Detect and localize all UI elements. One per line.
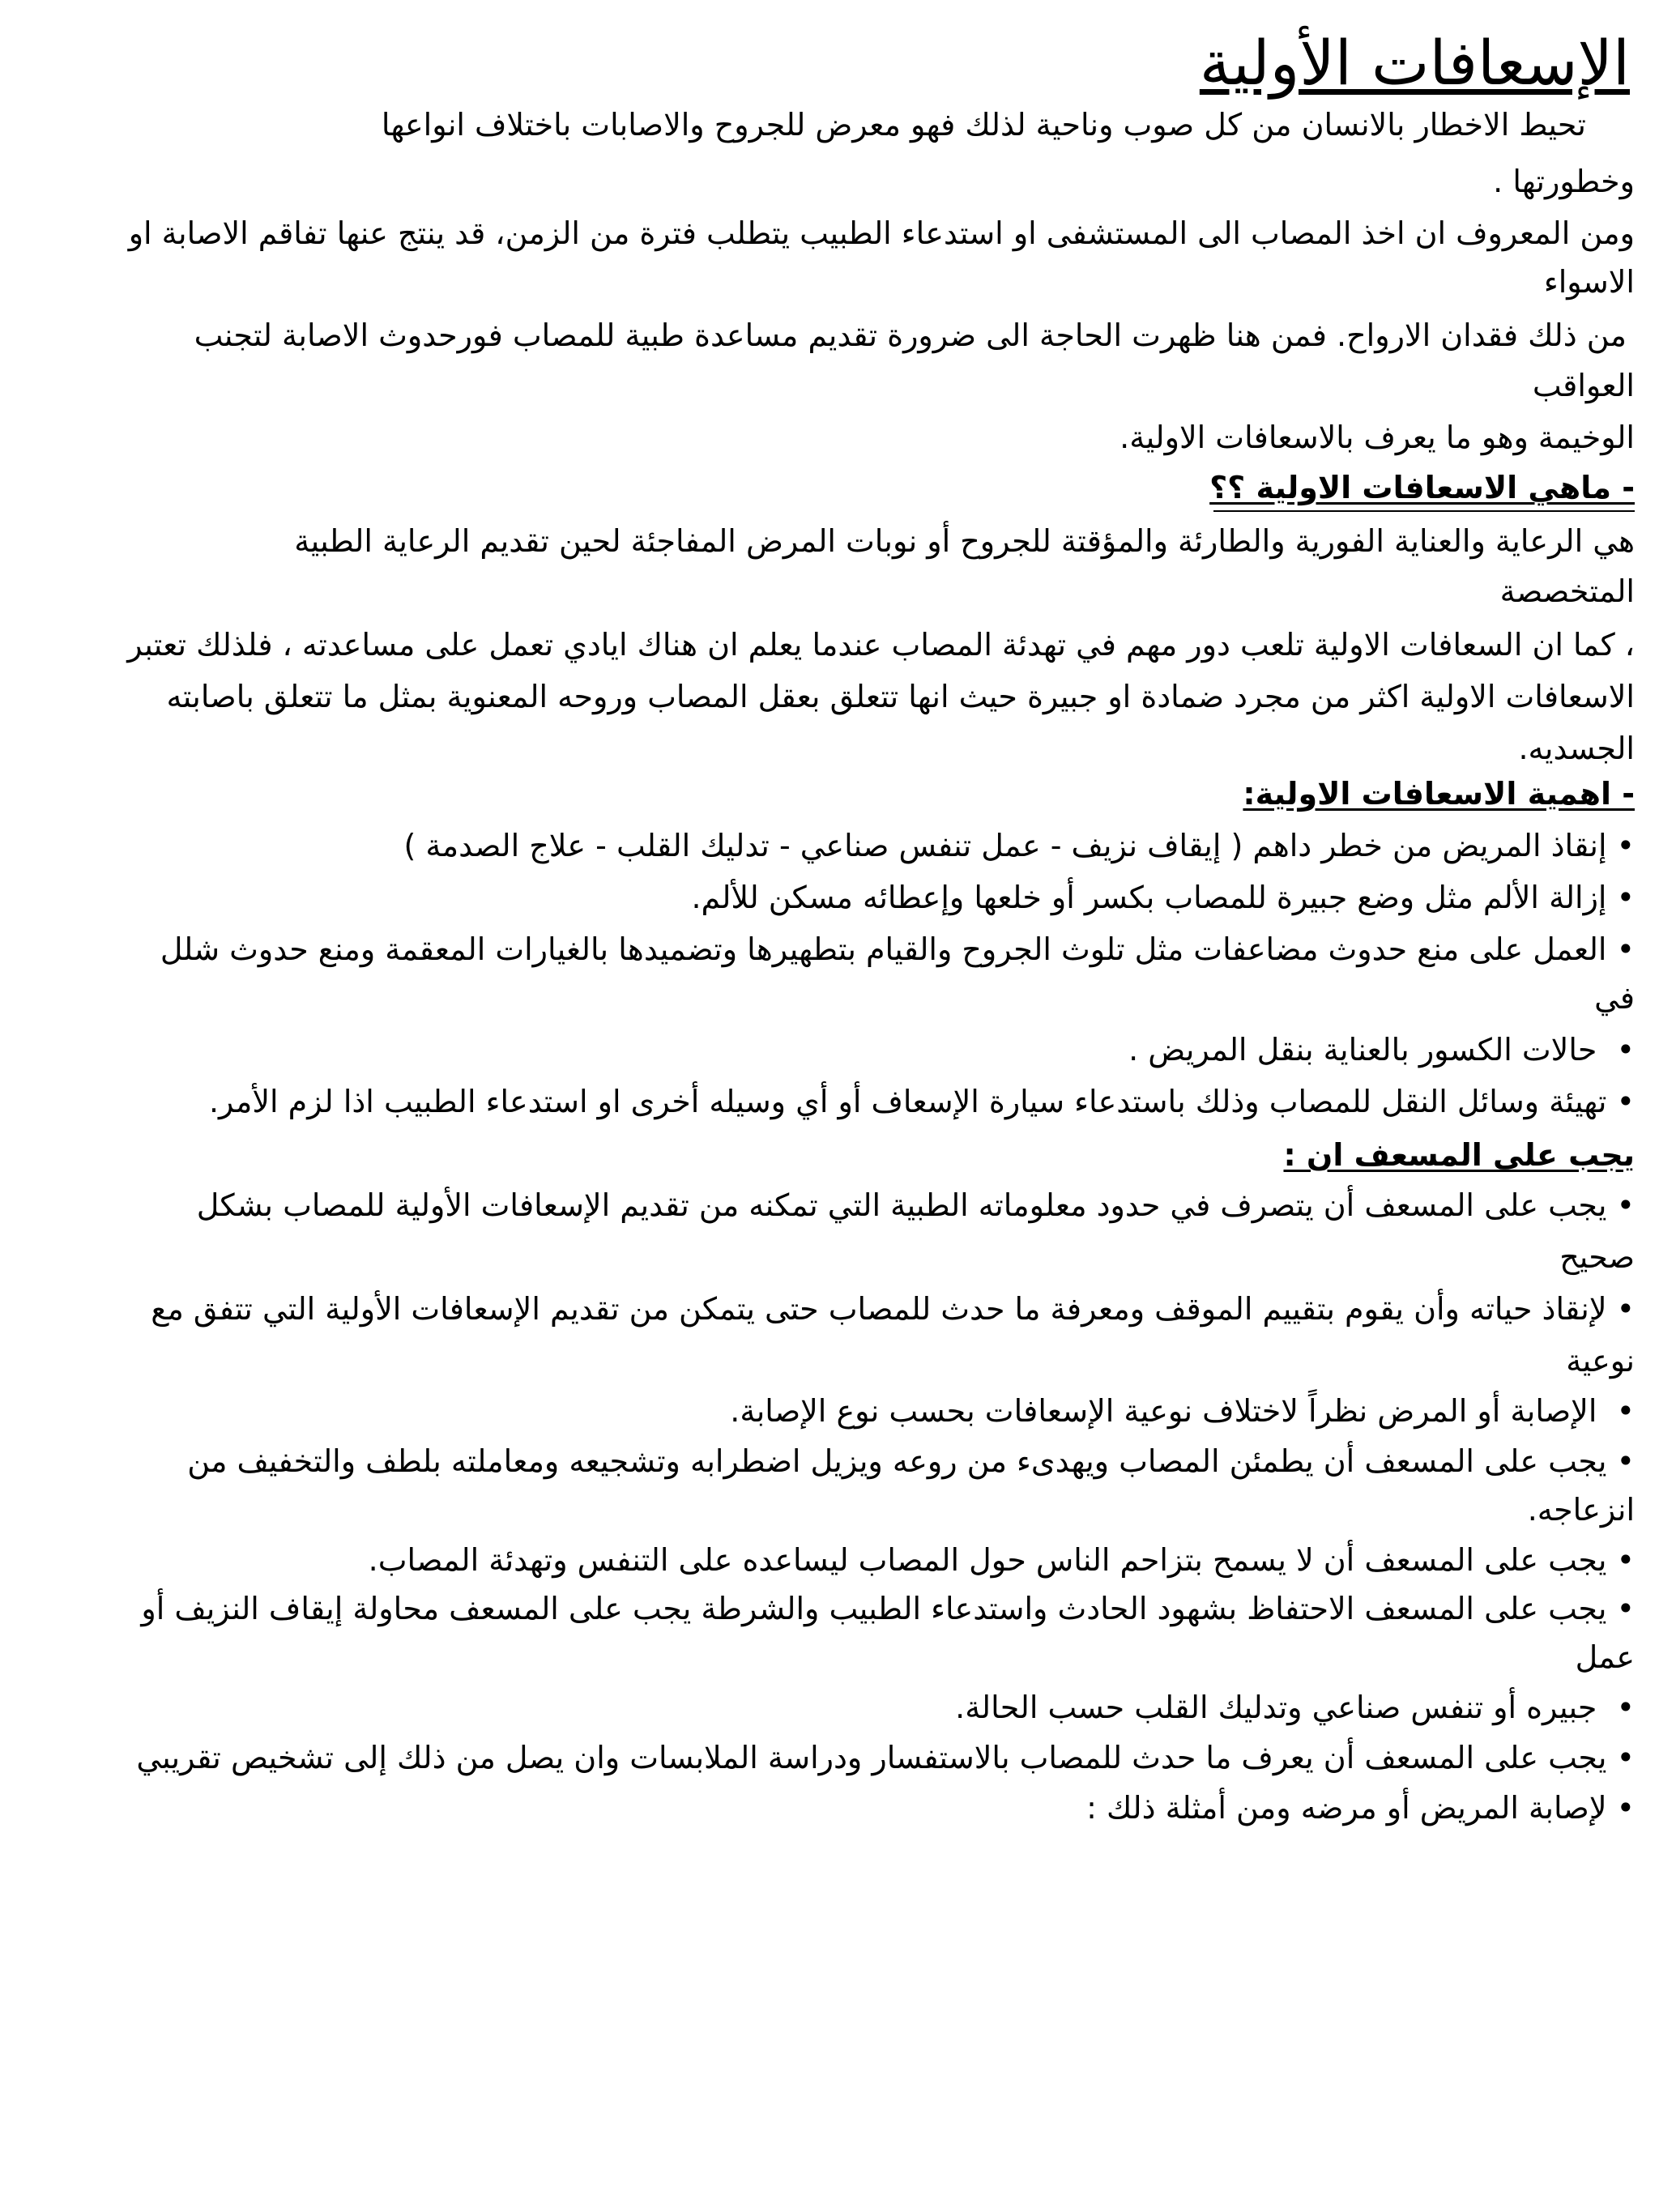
intro-line: الاسواء <box>1543 264 1635 300</box>
definition-line: الاسعافات الاولية اكثر من مجرد ضمادة او جبيرة حيث انها تتعلق بعقل المصاب وروحه المعنوية بمثل ما تتعلق باصابته <box>166 679 1635 714</box>
section-heading-first-aider-must: يجب على المسعف ان : <box>1283 1137 1635 1173</box>
importance-bullet: • حالات الكسور بالعناية بنقل المريض . <box>1128 1029 1635 1071</box>
importance-bullet: • العمل على منع حدوث مضاعفات مثل تلوث الجروح والقيام بتطهيرها وتضميدها بالغيارات المعقمة ومنع حدوث شلل <box>160 928 1635 970</box>
definition-line: الجسديه. <box>1518 731 1635 766</box>
first-aider-continuation: نوعية <box>1566 1343 1635 1379</box>
intro-line: ومن المعروف ان اخذ المصاب الى المستشفى او استدعاء الطبيب يتطلب فترة من الزمن، قد ينتج عنها تفاقم الاصابة او <box>128 215 1635 251</box>
intro-line: من ذلك فقدان الارواح. فمن هنا ظهرت الحاجة الى ضرورة تقديم مساعدة طبية للمصاب فورحدوث الاصابة لتجنب <box>194 318 1627 353</box>
first-aider-bullet: • جبيره أو تنفس صناعي وتدليك القلب حسب الحالة. <box>955 1686 1635 1728</box>
first-aider-bullet: • يجب على المسعف أن لا يسمح بتزاحم الناس حول المصاب ليساعده على التنفس وتهدئة المصاب. <box>369 1539 1635 1581</box>
intro-line: العواقب <box>1532 368 1635 403</box>
importance-continuation: في <box>1594 980 1635 1016</box>
first-aider-bullet: • يجب على المسعف الاحتفاظ بشهود الحادث واستدعاء الطبيب والشرطة يجب على المسعف محاولة إيقاف النزيف أو <box>141 1588 1635 1630</box>
section-heading-importance: - اهمية الاسعافات الاولية: <box>1243 776 1635 812</box>
importance-bullet: • إزالة الألم مثل وضع جبيرة للمصاب بكسر أو خلعها وإعطائه مسكن للألم. <box>691 876 1635 918</box>
section-heading-what-is: - ماهي الاسعافات الاولية ؟؟ <box>1209 470 1635 505</box>
page-title: الإسعافات الأولية <box>1199 27 1630 99</box>
first-aider-bullet: • يجب على المسعف أن يتصرف في حدود معلوماته الطبية التي تمكنه من تقديم الإسعافات الأولية للمصاب بشكل <box>197 1184 1635 1226</box>
heading-rule <box>1213 510 1635 512</box>
first-aider-bullet: • الإصابة أو المرض نظراً لاختلاف نوعية الإسعافات بحسب نوع الإصابة. <box>730 1390 1635 1432</box>
first-aider-continuation: انزعاجه. <box>1527 1492 1635 1528</box>
first-aider-bullet: • يجب على المسعف أن يعرف ما حدث للمصاب بالاستفسار ودراسة الملابسات وان يصل من ذلك إلى تشخيص تقريبي <box>136 1737 1635 1779</box>
first-aider-bullet: • يجب على المسعف أن يطمئن المصاب ويهدىء من روعه ويزيل اضطرابه وتشجيعه ومعاملته بلطف والتخفيف من <box>187 1440 1635 1482</box>
definition-line: هي الرعاية والعناية الفورية والطارئة والمؤقتة للجروح أو نوبات المرض المفاجئة لحين تقديم الرعاية الطبية <box>294 523 1635 559</box>
definition-line: المتخصصة <box>1499 573 1635 609</box>
importance-bullet: • إنقاذ المريض من خطر داهم ( إيقاف نزيف - عمل تنفس صناعي - تدليك القلب - علاج الصدمة ) <box>403 825 1635 867</box>
importance-bullet: • تهيئة وسائل النقل للمصاب وذلك باستدعاء سيارة الإسعاف أو أي وسيله أخرى او استدعاء الطبيب اذا لزم الأمر. <box>209 1080 1635 1123</box>
intro-line: الوخيمة وهو ما يعرف بالاسعافات الاولية. <box>1120 420 1635 455</box>
first-aider-continuation: عمل <box>1575 1639 1635 1675</box>
first-aider-bullet: • لإصابة المريض أو مرضه ومن أمثلة ذلك : <box>1086 1787 1635 1829</box>
first-aider-continuation: صحيح <box>1559 1239 1635 1275</box>
intro-line: وخطورتها . <box>1493 164 1635 199</box>
first-aider-bullet: • لإنقاذ حياته وأن يقوم بتقييم الموقف ومعرفة ما حدث للمصاب حتى يتمكن من تقديم الإسعافات الأولية التي تتفق مع <box>151 1288 1635 1330</box>
intro-line: تحيط الاخطار بالانسان من كل صوب وناحية لذلك فهو معرض للجروح والاصابات باختلاف انواعها <box>381 107 1586 143</box>
definition-line: ، كما ان السعافات الاولية تلعب دور مهم في تهدئة المصاب عندما يعلم ان هناك ايادي تعمل على مساعدته ، فلذلك تعتبر <box>127 627 1635 663</box>
